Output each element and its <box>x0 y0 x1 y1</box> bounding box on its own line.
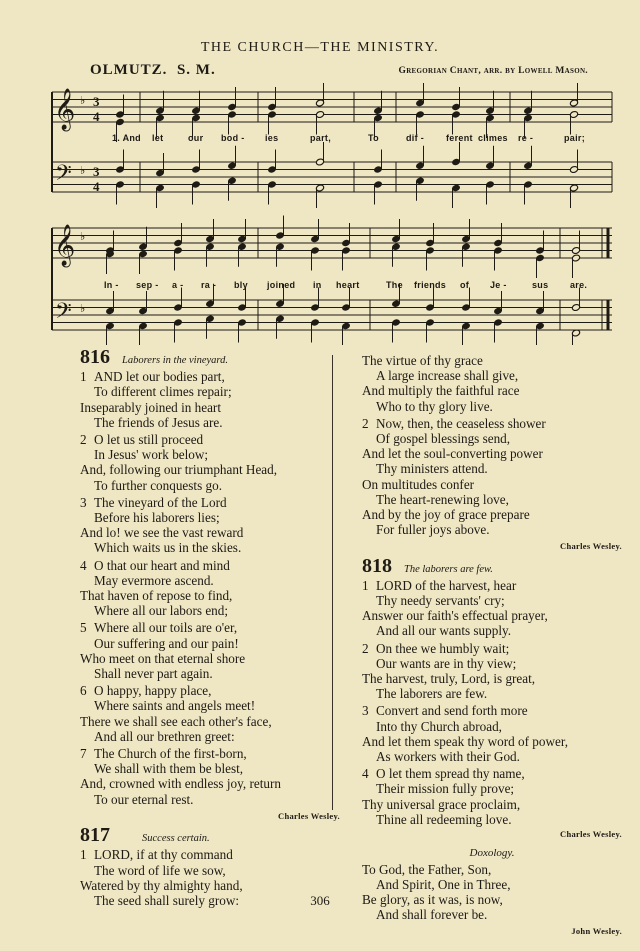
verse-line-text: LORD, if at thy command <box>94 847 233 863</box>
lyric-syllable: our <box>188 133 204 143</box>
verse-line <box>80 761 340 776</box>
verse <box>362 416 622 538</box>
verse-line <box>362 703 622 718</box>
verse-line-text: The laborers are few. <box>376 686 488 702</box>
verse-line-text: Thy universal grace proclaim, <box>362 796 521 812</box>
verse-line <box>80 495 340 510</box>
verse <box>80 558 340 619</box>
hymn-number: 817 <box>80 824 110 847</box>
lyric-syllable: Je - <box>490 280 507 290</box>
verse-line <box>362 399 622 414</box>
verse-line-text: And all our wants supply. <box>376 623 512 639</box>
verse-line <box>362 749 622 764</box>
right-column <box>362 353 622 944</box>
verse-number: 1 <box>362 577 369 593</box>
clefs <box>54 88 85 329</box>
hymn-817-continued <box>362 353 622 537</box>
verse-line <box>80 432 340 447</box>
verse-line <box>80 462 340 477</box>
time-sig-top: 3 <box>93 164 100 179</box>
verse-line <box>80 540 340 555</box>
doxology-line: To God, the Father, Son, <box>362 861 492 877</box>
verse-number: 4 <box>362 766 369 782</box>
verse-line-text: We shall with them be blest, <box>94 761 244 777</box>
left-column <box>80 346 340 910</box>
doxology-author: John Wesley. <box>571 926 622 937</box>
verse-line-text: To our eternal rest. <box>94 791 194 807</box>
verse-line <box>80 447 340 462</box>
verse-line-text: As workers with their God. <box>376 749 520 765</box>
hymn-816-verses <box>80 369 340 807</box>
verse-line <box>362 641 622 656</box>
lyric-syllable: heart <box>336 280 360 290</box>
lyric-syllable: To <box>368 133 379 143</box>
verse-line-text: Of gospel blessings send, <box>376 431 511 447</box>
flat-icon: ♭ <box>80 94 86 107</box>
verse-line <box>362 368 622 383</box>
hymn-title: Success certain. <box>142 833 210 845</box>
doxology-line: Be glory, as it was, is now, <box>362 891 503 907</box>
flat-icon: ♭ <box>80 302 86 315</box>
verse-line <box>80 636 340 651</box>
lyric-syllable: ra - <box>201 280 217 290</box>
verse-line <box>362 431 622 446</box>
lyric-syllable: joined <box>267 280 296 290</box>
verse-line <box>80 620 340 635</box>
verse-line <box>80 478 340 493</box>
verse-line <box>362 671 622 686</box>
verse-line-text: Thy needy servants' cry; <box>376 593 505 609</box>
bass-clef-icon: 𝄢 <box>55 161 72 191</box>
verse-line <box>362 578 622 593</box>
verse-number: 7 <box>80 746 87 762</box>
verse-line <box>362 719 622 734</box>
verse-line <box>362 608 622 623</box>
verse-number: 3 <box>362 703 369 719</box>
treble-clef-icon: 𝄞 <box>54 89 76 130</box>
verse-line <box>362 593 622 608</box>
verse-line-text: May evermore ascend. <box>94 572 214 588</box>
verse-line <box>362 416 622 431</box>
verse-number: 2 <box>362 415 369 431</box>
verse-line <box>362 656 622 671</box>
verse-line-text: Now, then, the ceaseless shower <box>376 415 546 431</box>
time-sig-bottom: 4 <box>93 109 100 124</box>
lyric-syllable: sus <box>532 280 549 290</box>
lyric-syllable: a - <box>172 280 184 290</box>
section-title: THE CHURCH—THE MINISTRY. <box>200 40 440 55</box>
hymn-author: Charles Wesley. <box>560 541 622 552</box>
verse <box>362 641 622 702</box>
verse-line <box>362 353 622 368</box>
verse-line-text: A large increase shall give, <box>376 368 519 384</box>
verse-line-text: And multiply the faithful race <box>362 383 520 399</box>
lyrics-line-1 <box>112 133 585 143</box>
verse-line <box>362 446 622 461</box>
verse-line <box>362 812 622 827</box>
doxology-line: And shall forever be. <box>376 907 488 923</box>
verse-line <box>80 573 340 588</box>
time-sig-bottom: 4 <box>93 179 100 194</box>
verse-line-text: The word of life we sow, <box>94 862 226 878</box>
hymn-title: Laborers in the vineyard. <box>122 355 228 366</box>
verse-line-text: And lo! we see the vast reward <box>80 525 244 541</box>
verse-line <box>80 369 340 384</box>
verse-line-text: The vineyard of the Lord <box>94 494 227 510</box>
verse-line-text: Where saints and angels meet! <box>94 698 256 714</box>
hymn-number: 818 <box>362 554 392 577</box>
verse <box>80 495 340 556</box>
verse-line <box>80 558 340 573</box>
lyric-syllable: ies <box>265 133 279 143</box>
verse-line <box>80 746 340 761</box>
lyric-syllable: ferent <box>446 133 473 143</box>
verse-line-text: There we shall see each other's face, <box>80 713 272 729</box>
verse-line-text: And let the soul-converting power <box>362 446 543 462</box>
verse-line <box>80 400 340 415</box>
lyric-syllable: bly <box>234 280 248 290</box>
verse-line <box>362 766 622 781</box>
lyric-syllable: In - <box>104 280 119 290</box>
verse-line <box>80 525 340 540</box>
verse <box>80 369 340 430</box>
verse-line-text: Where all our toils are o'er, <box>94 620 238 636</box>
verse-line <box>362 686 622 701</box>
verse-line-text: To further conquests go. <box>94 477 222 493</box>
lyric-syllable: sep - <box>136 280 159 290</box>
verse <box>80 683 340 744</box>
verse-line <box>80 683 340 698</box>
lyric-syllable: in <box>313 280 322 290</box>
verse-line-text: And let them speak thy word of power, <box>362 733 569 749</box>
verse-number: 4 <box>80 557 87 573</box>
hymn-818-verses <box>362 578 622 827</box>
treble-clef-icon: 𝄞 <box>54 225 76 266</box>
verse-line <box>362 477 622 492</box>
verse-line-text: O let us still proceed <box>94 432 204 448</box>
verse-line-text: Where all our labors end; <box>94 603 229 619</box>
verse <box>362 703 622 764</box>
verse-line-text: The heart-renewing love, <box>376 491 509 507</box>
bass-clef-icon: 𝄢 <box>55 299 72 329</box>
verse-number: 6 <box>80 683 87 699</box>
verse-line <box>362 383 622 398</box>
verse-line <box>80 729 340 744</box>
verse <box>362 578 622 639</box>
lyric-syllable: bod - <box>221 133 245 143</box>
tune-name-text: OLMUTZ. <box>90 62 168 78</box>
verse-line <box>80 510 340 525</box>
verse-line-text: Their mission fully prove; <box>376 781 515 797</box>
verse-line <box>80 698 340 713</box>
verse-line-text: Which waits us in the skies. <box>94 540 242 556</box>
verse-line <box>362 623 622 638</box>
verse-line <box>80 651 340 666</box>
verse <box>80 620 340 681</box>
verse-line <box>80 603 340 618</box>
verse-line-text: And by the joy of grace prepare <box>362 507 530 523</box>
verse-line-text: The seed shall surely grow: <box>94 892 240 908</box>
verse-line <box>362 492 622 507</box>
verse-line-text: LORD of the harvest, hear <box>376 577 517 593</box>
doxology-title: Doxology. <box>469 847 515 860</box>
lyrics-line-2 <box>104 280 587 290</box>
verse-line-text: And all our brethren greet: <box>94 728 235 744</box>
verse-line <box>362 461 622 476</box>
treble-staff-2 <box>52 228 612 258</box>
doxology-lines <box>362 862 622 923</box>
lyric-syllable: 1. And <box>112 133 141 143</box>
arranger-credit: Gregorian Chant, arr. by Lowell Mason. <box>398 66 588 76</box>
hymn-817-header <box>80 824 340 847</box>
hymn-number: 816 <box>80 346 110 368</box>
verse-line-text: The friends of Jesus are. <box>94 414 223 430</box>
page-number: 306 <box>310 893 330 908</box>
verse-line-text: And, crowned with endless joy, return <box>80 776 281 792</box>
staff-system-2 <box>52 228 612 330</box>
time-sig-top: 3 <box>93 94 100 109</box>
verse-number: 1 <box>80 847 87 863</box>
hymn-816-header <box>80 346 340 368</box>
hymn-818-header <box>362 554 622 577</box>
verse-line <box>80 878 340 893</box>
verse-number: 2 <box>362 640 369 656</box>
verse-number: 3 <box>80 494 87 510</box>
verse-line-text: On thee we humbly wait; <box>376 640 510 656</box>
verse-line-text: O let them spread thy name, <box>376 766 525 782</box>
hymn-title: The laborers are few. <box>404 563 493 575</box>
flat-icon: ♭ <box>80 164 86 177</box>
verse-line-text: Our wants are in thy view; <box>376 655 517 671</box>
verse-line-text: For fuller joys above. <box>376 522 490 538</box>
verse-line-text: Watered by thy almighty hand, <box>80 877 243 893</box>
verse-line-text: Answer our faith's effectual prayer, <box>362 608 548 624</box>
verse <box>80 432 340 493</box>
verse-line-text: Shall never part again. <box>94 666 213 682</box>
lyric-syllable: of <box>460 280 470 290</box>
hymn-author: Charles Wesley. <box>560 829 622 840</box>
lyric-syllable: friends <box>414 280 447 290</box>
doxology-line: And Spirit, One in Three, <box>376 876 511 892</box>
verse-number: 5 <box>80 620 87 636</box>
lyric-syllable: climes <box>478 133 508 143</box>
verse-line <box>80 863 340 878</box>
verse-line-text: AND let our bodies part, <box>94 369 225 385</box>
tune-meter: S. M. <box>176 62 216 78</box>
verse <box>80 746 340 807</box>
verse-line-text: The harvest, truly, Lord, is great, <box>362 671 536 687</box>
verse-line <box>362 781 622 796</box>
verse-line-text: O happy, happy place, <box>94 683 212 699</box>
verse-line-text: That haven of repose to find, <box>80 588 233 604</box>
verse-number: 1 <box>80 369 87 385</box>
verse-line <box>362 522 622 537</box>
flat-icon: ♭ <box>80 230 86 243</box>
verse-line-text: Inseparably joined in heart <box>80 399 221 415</box>
verse-line-text: Thine all redeeming love. <box>376 811 512 827</box>
lyric-syllable: pair; <box>564 133 586 143</box>
verse-line <box>80 415 340 430</box>
verse-line <box>80 666 340 681</box>
verse-line <box>80 384 340 399</box>
verse-line <box>80 714 340 729</box>
verse-line-text: Our suffering and our pain! <box>94 635 239 651</box>
verse-line-text: Into thy Church abroad, <box>376 718 502 734</box>
verse-line-text: Who to thy glory live. <box>376 398 493 414</box>
verse-number: 2 <box>80 432 87 448</box>
verse <box>362 766 622 827</box>
verse-line-text: Thy ministers attend. <box>376 461 488 477</box>
lyric-syllable: re - <box>518 133 534 143</box>
verse <box>362 353 622 414</box>
lyric-syllable: are. <box>570 280 588 290</box>
lyric-syllable: let <box>152 133 164 143</box>
verse-line-text: The virtue of thy grace <box>362 353 483 368</box>
verse-line-text: Who meet on that eternal shore <box>80 650 246 666</box>
verse-line <box>80 588 340 603</box>
verse-line <box>362 507 622 522</box>
verse-line-text: O that our heart and mind <box>94 557 230 573</box>
verse-line-text: Convert and send forth more <box>376 703 528 719</box>
verse-line <box>80 792 340 807</box>
verse-line-text: On multitudes confer <box>362 476 475 492</box>
lyric-syllable: dif - <box>406 133 424 143</box>
bass-staff-2 <box>52 300 612 330</box>
verse-line-text: To different climes repair; <box>94 384 232 400</box>
hymn-author: Charles Wesley. <box>278 810 340 821</box>
verse-line <box>362 734 622 749</box>
verse-line <box>80 847 340 862</box>
verse-line-text: The Church of the first-born, <box>94 746 247 762</box>
verse-line <box>362 797 622 812</box>
music-score <box>0 0 640 345</box>
verse-line-text: And, following our triumphant Head, <box>80 462 278 478</box>
lyric-syllable: The <box>386 280 403 290</box>
verse-line-text: Before his laborers lies; <box>94 510 220 526</box>
verse-line-text: In Jesus' work below; <box>94 447 209 463</box>
lyric-syllable: part, <box>310 133 332 143</box>
verse-line <box>80 776 340 791</box>
